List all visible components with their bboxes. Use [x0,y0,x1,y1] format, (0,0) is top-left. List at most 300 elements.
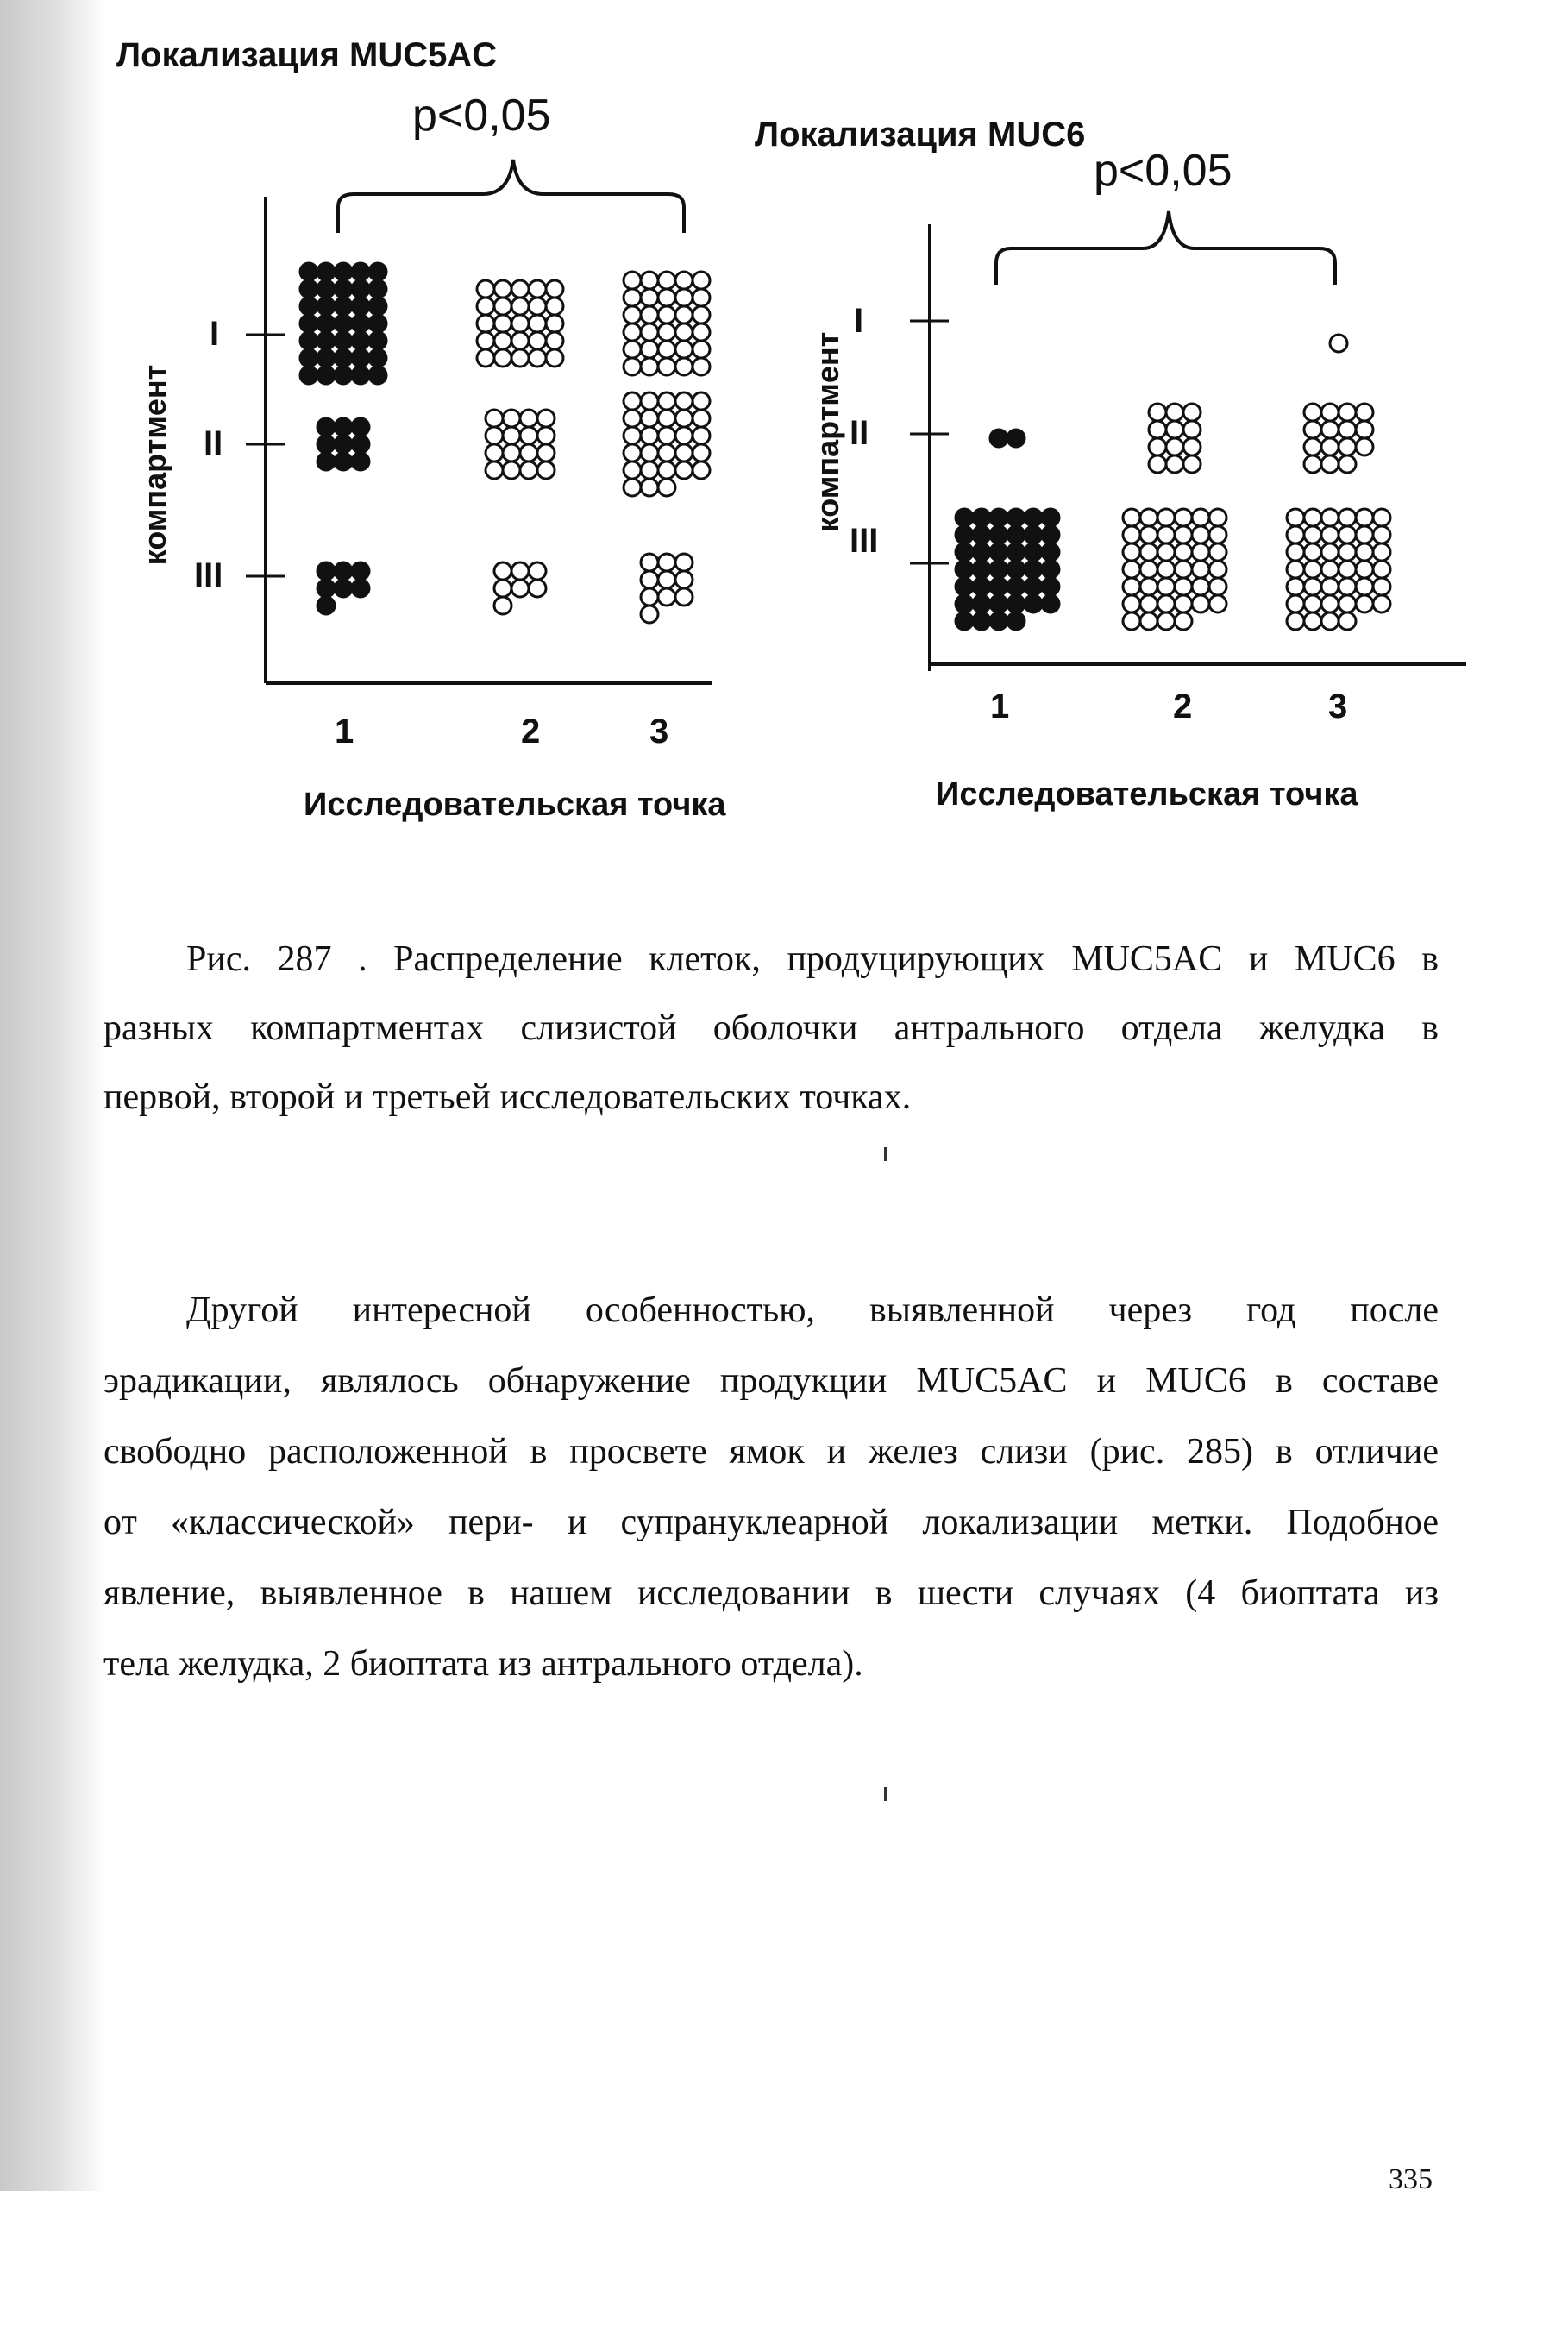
chart-right-cell-marker [1373,543,1390,561]
chart-left-cell-marker [624,289,641,306]
chart-right-cell-marker [990,612,1007,630]
chart-left-cell-marker [658,392,675,410]
chart-left-cell-marker [546,315,563,332]
chart-right-cell-marker [956,578,973,595]
chart-right-xtick-3: 3 [1328,687,1348,725]
chart-right-cell-marker [1356,595,1373,612]
chart-right-cell-marker [956,509,973,526]
chart-right-cell-marker [990,595,1007,612]
chart-left-cell-marker [529,280,546,298]
chart-right-cell-marker [1042,561,1059,578]
chart-right-cell-marker [990,543,1007,561]
chart-left-cell-marker [641,306,658,323]
chart-right-cell-marker [1339,421,1356,438]
chart-left-cell-marker [317,349,335,367]
chart-right-cell-marker [973,561,990,578]
chart-right-cell-marker [1356,561,1373,578]
chart-left-cell-marker [520,444,537,461]
chart-right-cell-marker [1304,595,1321,612]
chart-left-cell-marker [511,298,529,315]
chart-left-cell-marker [486,444,503,461]
chart-left-cell-marker [624,479,641,496]
chart-right-cell-marker [1339,455,1356,473]
chart-left-cell-marker [675,289,693,306]
chart-right-cell-marker [1373,526,1390,543]
chart-right-cell-marker [1321,404,1339,421]
chart-right-cell-marker [1123,595,1140,612]
chart-left-cell-marker [675,306,693,323]
chart-left-cell-marker [369,280,386,298]
body-paragraph-line-4: от «классической» пери- и супрануклеарной локализации метки. Подобное [103,1503,1439,1542]
chart-left-cell-marker [317,263,335,280]
chart-right-cell-marker [1304,578,1321,595]
chart-right-cell-marker [1123,561,1140,578]
chart-left-cell-marker [641,358,658,375]
chart-right-cell-marker [1192,543,1209,561]
chart-left-cell-marker [675,358,693,375]
chart-right-cell-marker [1042,509,1059,526]
chart-right-cell-marker [1123,578,1140,595]
chart-left-cell-marker [352,263,369,280]
chart-left-cell-marker [546,349,563,367]
chart-right-cell-marker [1304,526,1321,543]
chart-left-cell-marker [352,349,369,367]
chart-right-cell-marker [1025,595,1042,612]
chart-left-cell-marker [335,298,352,315]
chart-left-cell-marker [369,349,386,367]
chart-left-cell-marker [317,332,335,349]
chart-right-cell-marker [1149,455,1166,473]
chart-left-cell-marker [477,315,494,332]
chart-right-cell-marker [1304,438,1321,455]
chart-right-cell-marker [1007,543,1025,561]
chart-left-cell-marker [641,392,658,410]
chart-left-cell-marker [675,461,693,479]
chart-left-cell-marker [675,427,693,444]
chart-right-cell-marker [1304,421,1321,438]
chart-right-cell-marker [1157,612,1175,630]
chart-right-cell-marker [973,595,990,612]
chart-right-xtick-1: 1 [990,687,1010,725]
chart-right-cell-marker [1287,595,1304,612]
chart-right-cell-marker [1175,543,1192,561]
chart-left-ytick-label-II: II [204,424,223,462]
chart-right-cell-marker [1356,543,1373,561]
chart-left-cell-marker [624,444,641,461]
chart-left-cell-marker [641,479,658,496]
chart-left-cell-marker [537,444,555,461]
chart-left-cell-marker [477,298,494,315]
chart-right-cell-marker [1192,526,1209,543]
chart-right-cell-marker [1157,509,1175,526]
chart-left-cell-marker [300,367,317,384]
chart-right-cell-marker [1287,509,1304,526]
chart-left-cell-marker [537,461,555,479]
chart-left-cell-marker [658,410,675,427]
body-paragraph-line-1: Другой интересной особенностью, выявленной через год после [186,1290,1439,1330]
chart-left-cell-marker [477,349,494,367]
chart-right-cell-marker [1287,561,1304,578]
chart-left-cell-marker [335,436,352,453]
chart-right-cell-marker [1175,509,1192,526]
chart-right-ytick-label-III: III [850,522,879,560]
chart-left-cell-marker [352,315,369,332]
chart-left-cell-marker [693,323,710,341]
chart-left-cell-marker [317,580,335,597]
chart-right-ytick-label-I: I [854,302,864,340]
chart-right-cell-marker [1321,509,1339,526]
chart-left-cell-marker [477,280,494,298]
chart-left-cell-marker [317,280,335,298]
chart-left-cell-marker [494,349,511,367]
chart-left-cell-marker [352,580,369,597]
chart-right-cell-marker [1149,404,1166,421]
chart-left-cell-marker [641,461,658,479]
chart-left-title: Локализация MUC5AC [116,36,498,74]
chart-right-cell-marker [1339,578,1356,595]
chart-right-cell-marker [1209,561,1226,578]
figure-caption-line-3: первой, второй и третьей исследовательских точках. [103,1077,912,1117]
chart-left-cell-marker [511,280,529,298]
chart-left-cell-marker [369,298,386,315]
chart-left-cell-marker [537,427,555,444]
chart-left-cell-marker [675,588,693,606]
chart-left-cell-marker [658,461,675,479]
chart-right-cell-marker [1192,578,1209,595]
chart-left-cell-marker [335,367,352,384]
chart-right-cell-marker [1356,404,1373,421]
chart-left-xlabel: Исследовательская точка [304,787,726,823]
chart-left-cell-marker [641,410,658,427]
chart-left-cell-marker [529,562,546,580]
chart-left-cell-marker [335,349,352,367]
chart-right-cell-marker [1339,561,1356,578]
chart-right-cell-marker [1321,595,1339,612]
chart-left-cell-marker [352,453,369,470]
chart-right-cell-marker [1321,612,1339,630]
chart-right-cell-marker [990,561,1007,578]
chart-right-cell-marker [1373,561,1390,578]
chart-right-cell-marker [973,612,990,630]
chart-right-cell-marker [973,578,990,595]
chart-right-cell-marker [1287,543,1304,561]
scan-mark [884,1787,887,1801]
chart-left-cell-marker [503,410,520,427]
chart-right-cell-marker [973,509,990,526]
chart-right-cell-marker [1209,509,1226,526]
chart-left-cell-marker [529,580,546,597]
chart-left-cell-marker [658,571,675,588]
chart-right-cell-marker [1373,509,1390,526]
chart-right-cell-marker [1321,526,1339,543]
chart-left-cell-marker [503,461,520,479]
chart-left-cell-marker [352,332,369,349]
chart-right-cell-marker [1157,595,1175,612]
chart-right-cell-marker [1157,578,1175,595]
figure-caption-line-2: разных компартментах слизистой оболочки антрального отдела желудка в [103,1008,1439,1048]
chart-right-cell-marker [1140,561,1157,578]
chart-left-cell-marker [675,341,693,358]
chart-left-cell-marker [511,562,529,580]
chart-right-cell-marker [1209,543,1226,561]
chart-right-title: Локализация MUC6 [755,116,1086,154]
chart-left-cell-marker [503,444,520,461]
chart-right-cell-marker [1025,561,1042,578]
chart-left-cell-marker [494,580,511,597]
chart-left-cell-marker [641,323,658,341]
chart-right-cell-marker [1373,578,1390,595]
chart-left-cell-marker [335,332,352,349]
chart-right-cell-marker [1166,421,1183,438]
chart-right-cell-marker [1042,526,1059,543]
chart-right-cell-marker [1140,509,1157,526]
chart-left-cell-marker [693,341,710,358]
chart-left-cell-marker [317,597,335,614]
chart-right-pvalue: p<0,05 [1094,146,1232,196]
chart-right-ylabel: компартмент [810,331,845,533]
chart-right-cell-marker [1356,421,1373,438]
chart-right-cell-marker [1140,612,1157,630]
chart-right-cell-marker [1321,578,1339,595]
chart-right-cell-marker [990,526,1007,543]
chart-left-cell-marker [300,315,317,332]
chart-left-cell-marker [658,479,675,496]
chart-left-cell-marker [369,332,386,349]
chart-right-cell-marker [1175,578,1192,595]
chart-right-cell-marker [1025,509,1042,526]
page-number: 335 [1389,2163,1433,2195]
chart-right-cell-marker [956,561,973,578]
chart-left-cell-marker [641,588,658,606]
chart-right-cell-marker [1123,526,1140,543]
chart-left-cell-marker [675,323,693,341]
chart-left-cell-marker [529,298,546,315]
chart-left-cell-marker [352,562,369,580]
chart-left-ytick-label-I: I [210,315,220,353]
chart-left-cell-marker [511,315,529,332]
chart-left-cell-marker [520,410,537,427]
chart-right-cell-marker [1140,543,1157,561]
chart-right-cell-marker [1339,438,1356,455]
chart-left-cell-marker [624,410,641,427]
chart-right-cell-marker [1192,561,1209,578]
chart-left-cell-marker [658,323,675,341]
chart-left-cell-marker [658,588,675,606]
chart-right-cell-marker [1192,509,1209,526]
chart-right-cell-marker [973,543,990,561]
chart-left-cell-marker [693,392,710,410]
chart-right-cell-marker [1304,455,1321,473]
chart-right-cell-marker [1321,561,1339,578]
chart-left-cell-marker [675,392,693,410]
chart-right-cell-marker [1166,438,1183,455]
chart-right-cell-marker [1321,421,1339,438]
chart-left-cell-marker [641,341,658,358]
chart-left-cell-marker [494,280,511,298]
chart-left-cell-marker [546,332,563,349]
chart-left-cell-marker [658,427,675,444]
chart-left-cell-marker [546,298,563,315]
chart-right-cell-marker [1304,509,1321,526]
chart-left-cell-marker [300,298,317,315]
chart-right-cell-marker [1287,578,1304,595]
chart-left-cell-marker [300,263,317,280]
chart-left-cell-marker [300,332,317,349]
chart-right-cell-marker [1209,578,1226,595]
chart-right-cell-marker [1304,404,1321,421]
chart-right-cell-marker [1025,543,1042,561]
chart-right-cell-marker [1304,543,1321,561]
chart-right-cell-marker [1149,421,1166,438]
figure-caption-line-1: Рис. 287 . Распределение клеток, продуцирующих MUC5AC и MUC6 в [186,939,1439,979]
chart-left-cell-marker [520,461,537,479]
chart-left-cell-marker [624,392,641,410]
chart-right-cell-marker [1157,526,1175,543]
chart-left-ylabel: компартмент [137,364,172,566]
chart-left-cell-marker [300,280,317,298]
chart-right-cell-marker [1356,509,1373,526]
chart-left-cell-marker [529,349,546,367]
chart-left-cell-marker [641,571,658,588]
chart-left-cell-marker [503,427,520,444]
chart-left-cell-marker [494,332,511,349]
chart-left-xtick-3: 3 [649,713,669,750]
chart-left-cell-marker [335,315,352,332]
chart-left-cell-marker [369,263,386,280]
chart-right-cell-marker [1166,404,1183,421]
chart-right-cell-marker [1140,526,1157,543]
chart-left-cell-marker [335,280,352,298]
chart-left-cell-marker [624,272,641,289]
chart-left-cell-marker [641,554,658,571]
body-paragraph-line-6: тела желудка, 2 биоптата из антрального отдела). [103,1644,863,1684]
chart-left-cell-marker [641,606,658,623]
chart-right-cell-marker [1183,438,1201,455]
chart-left-cell-marker [624,461,641,479]
chart-left-cell-marker [494,597,511,614]
chart-left-cell-marker [546,280,563,298]
chart-left-cell-marker [511,332,529,349]
chart-right-cell-marker [1123,612,1140,630]
chart-right-cell-marker [1175,595,1192,612]
chart-right-cell-marker [1339,595,1356,612]
chart-left-cell-marker [624,358,641,375]
chart-right-cell-marker [1042,543,1059,561]
chart-left-cell-marker [352,418,369,436]
chart-left-xtick-2: 2 [521,713,541,750]
chart-left-cell-marker [352,280,369,298]
chart-left-cell-marker [369,367,386,384]
chart-left-cell-marker [693,461,710,479]
chart-right-cell-marker [1175,612,1192,630]
chart-right-dots [956,335,1390,630]
chart-right-cell-marker [1140,595,1157,612]
chart-right-ytick-label-II: II [850,414,869,452]
chart-right-cell-marker [1123,509,1140,526]
chart-right-cell-marker [1007,612,1025,630]
body-paragraph-line-2: эрадикации, являлось обнаружение продукции MUC5AC и MUC6 в составе [103,1361,1439,1401]
chart-left-cell-marker [658,444,675,461]
chart-right-cell-marker [1339,404,1356,421]
chart-left-cell-marker [494,315,511,332]
chart-left-cell-marker [317,367,335,384]
chart-left-cell-marker [511,349,529,367]
chart-right-cell-marker [1025,526,1042,543]
chart-right-cell-marker [1209,526,1226,543]
chart-left-cell-marker [335,580,352,597]
chart-left-cell-marker [658,289,675,306]
chart-right-xtick-2: 2 [1173,687,1193,725]
chart-right-cell-marker [1007,526,1025,543]
chart-right-cell-marker [956,595,973,612]
chart-left-cell-marker [641,427,658,444]
chart-right-brace [996,211,1335,285]
chart-right-cell-marker [956,612,973,630]
chart-right-cell-marker [1209,595,1226,612]
chart-right-cell-marker [1025,578,1042,595]
chart-right-cell-marker [1149,438,1166,455]
chart-left-cell-marker [352,298,369,315]
chart-left-pvalue: p<0,05 [412,91,551,141]
chart-right-cell-marker [1007,430,1025,447]
chart-left-cell-marker [300,349,317,367]
chart-right-cell-marker [1140,578,1157,595]
chart-right-cell-marker [1123,543,1140,561]
chart-left-cell-marker [693,272,710,289]
chart-left-cell-marker [658,341,675,358]
chart-right-cell-marker [1157,561,1175,578]
chart-right-cell-marker [1356,578,1373,595]
chart-right-cell-marker [1321,455,1339,473]
chart-left-cell-marker [317,315,335,332]
chart-left-cell-marker [693,444,710,461]
chart-right-cell-marker [1287,526,1304,543]
chart-left-cell-marker [658,554,675,571]
chart-right-cell-marker [1304,561,1321,578]
chart-left-cell-marker [641,289,658,306]
chart-right-cell-marker [1166,455,1183,473]
chart-left-cell-marker [675,571,693,588]
chart-left-cell-marker [624,306,641,323]
chart-right-cell-marker [1042,578,1059,595]
chart-left-cell-marker [317,436,335,453]
chart-left-cell-marker [335,418,352,436]
chart-right-cell-marker [1339,543,1356,561]
chart-left-cell-marker [477,332,494,349]
chart-left-cell-marker [675,444,693,461]
chart-left-cell-marker [335,263,352,280]
chart-right-cell-marker [1330,335,1347,352]
chart-left-cell-marker [658,272,675,289]
chart-left-cell-marker [624,323,641,341]
body-paragraph-line-3: свободно расположенной в просвете ямок и желез слизи (рис. 285) в отличие [103,1432,1439,1472]
chart-right-cell-marker [990,509,1007,526]
chart-right-cell-marker [956,543,973,561]
chart-right-xlabel: Исследовательская точка [936,776,1358,813]
chart-left-cell-marker [352,367,369,384]
chart-right-cell-marker [990,578,1007,595]
chart-right-cell-marker [1007,578,1025,595]
chart-left-dots [300,263,710,623]
chart-left-brace [338,160,684,233]
chart-left-cell-marker [317,418,335,436]
chart-left-cell-marker [693,410,710,427]
chart-left-cell-marker [520,427,537,444]
chart-left-cell-marker [317,453,335,470]
chart-right-cell-marker [1321,543,1339,561]
chart-left-cell-marker [317,562,335,580]
chart-left-cell-marker [693,289,710,306]
